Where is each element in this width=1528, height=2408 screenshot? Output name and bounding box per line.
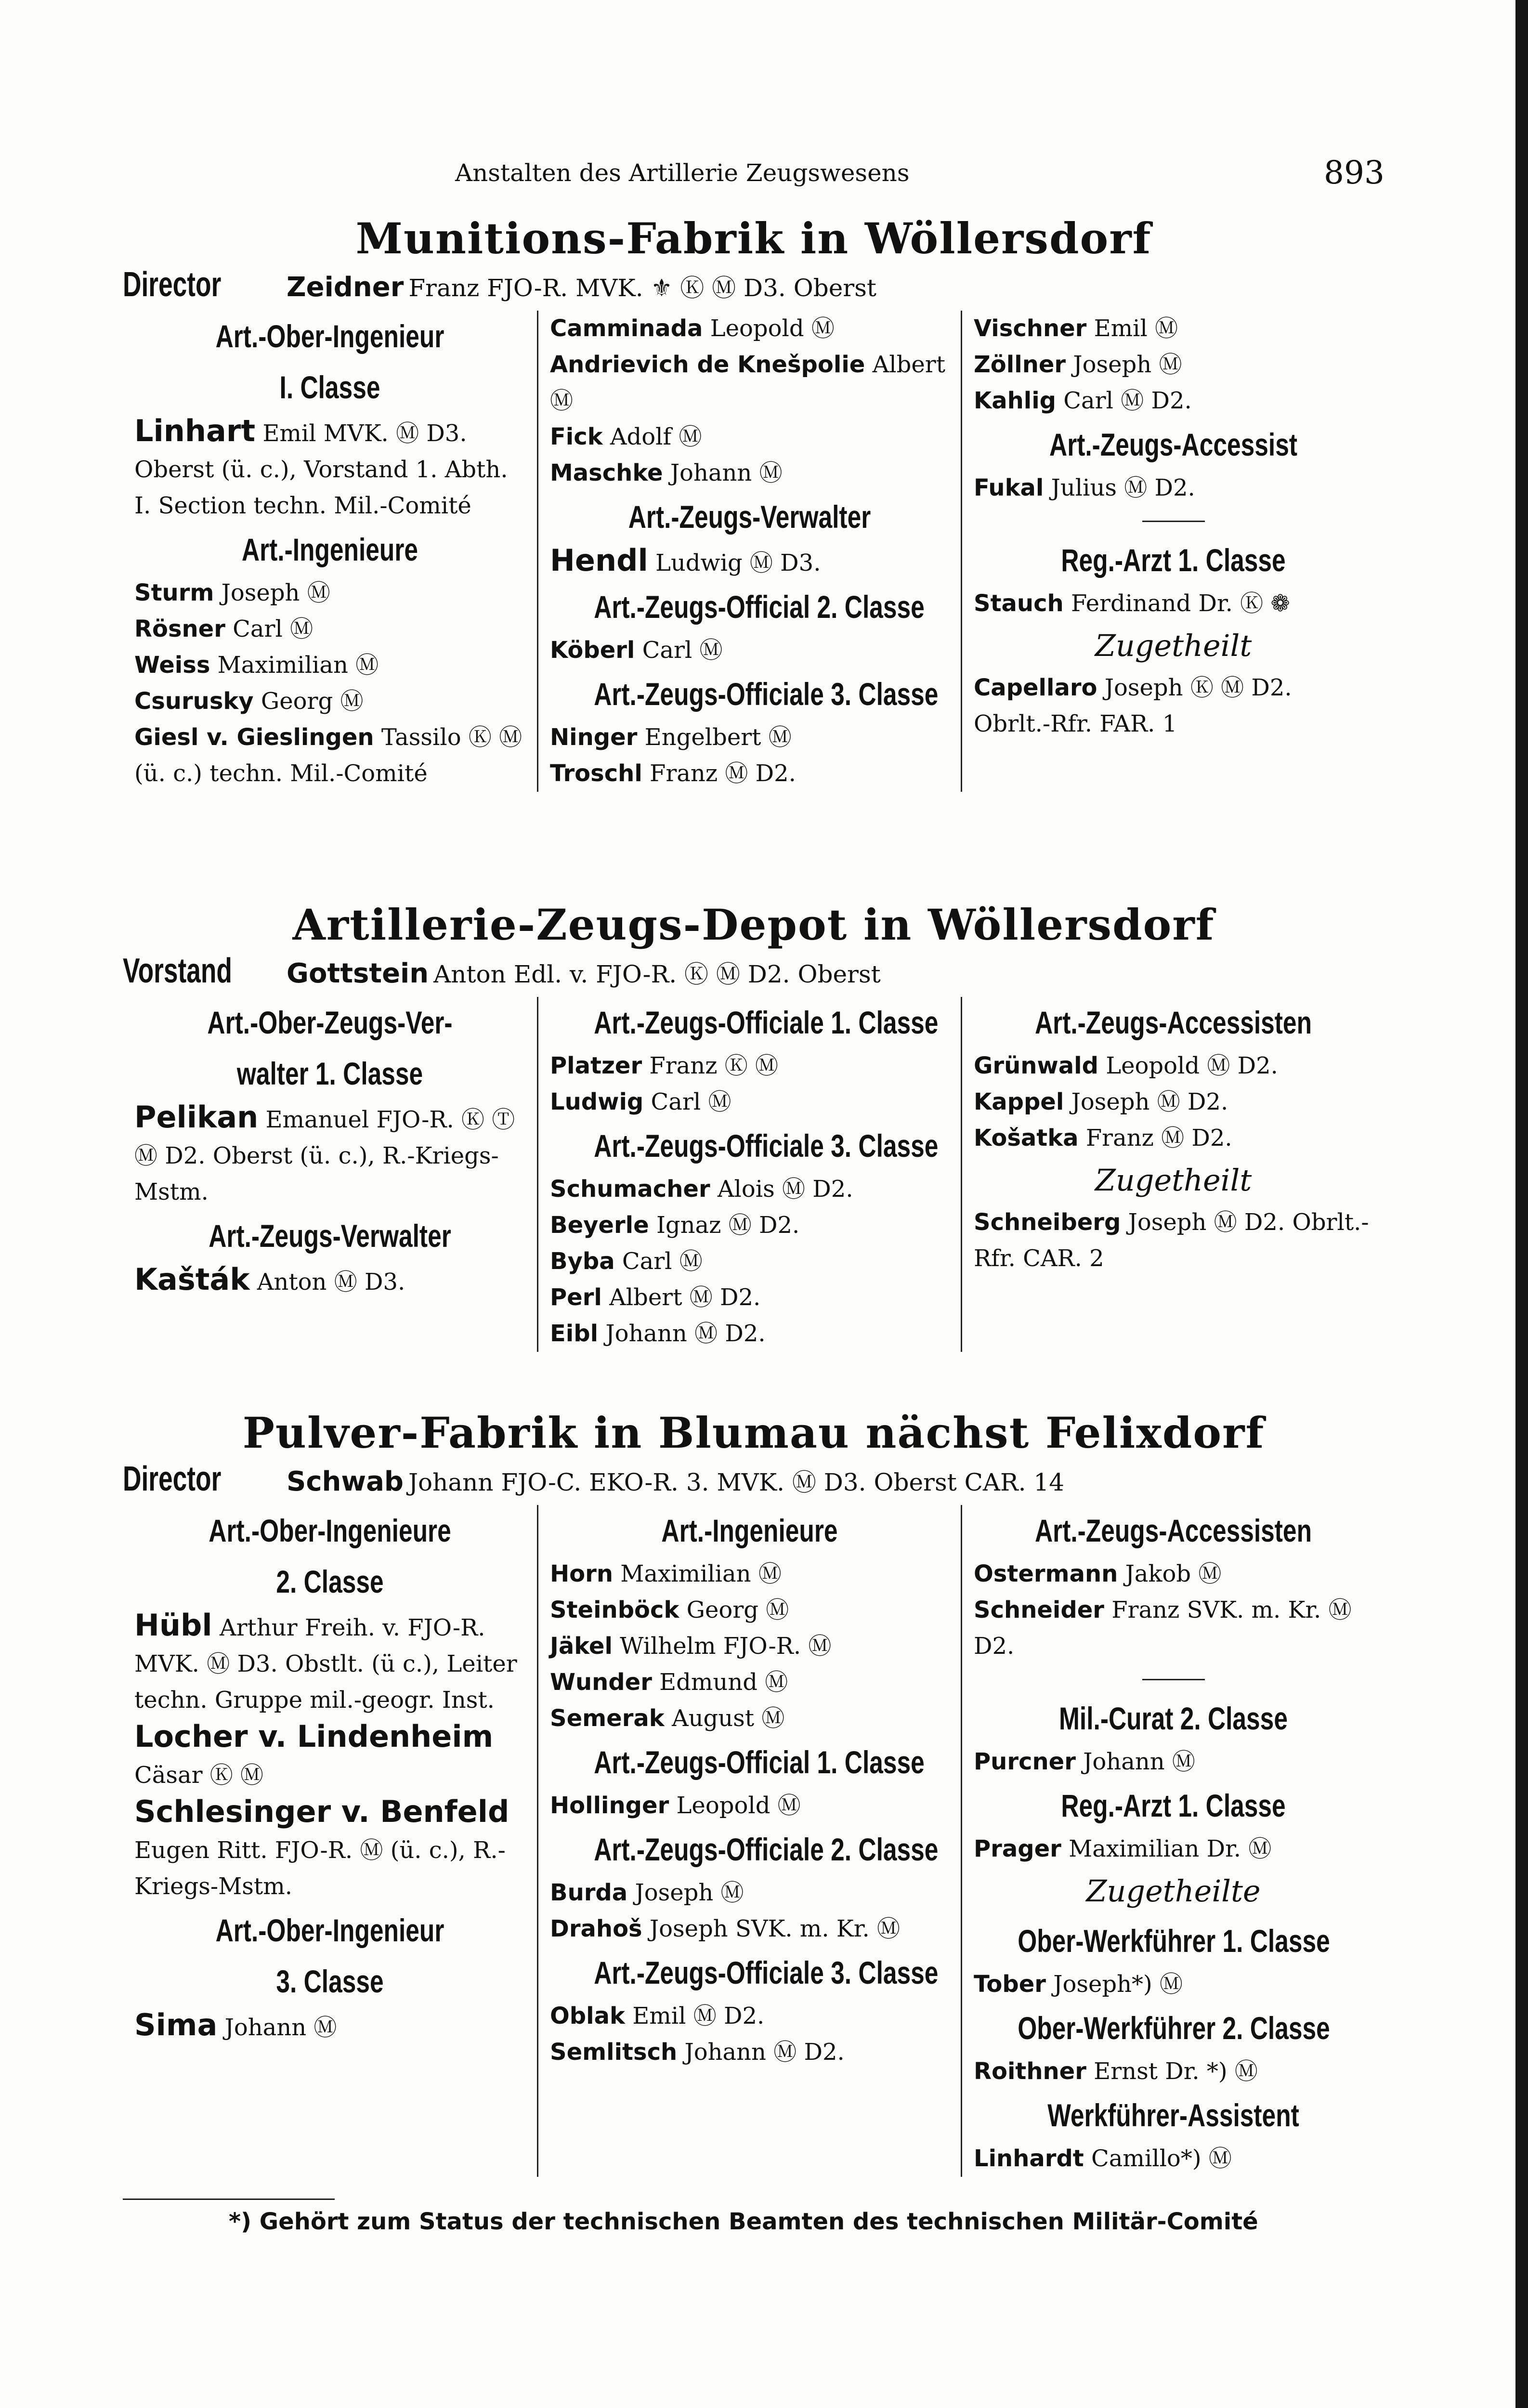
staff-details: Tassilo Ⓚ Ⓜ (ü. c.) techn. Mil.-Comité xyxy=(134,724,522,787)
staff-entry xyxy=(550,1664,949,1701)
staff-details: Johann Ⓜ xyxy=(670,459,783,486)
rank-heading: Mil.-Curat 2. Classe xyxy=(1059,1701,1288,1736)
staff-details: Carl Ⓜ xyxy=(651,1088,731,1115)
staff-name: Csurusky xyxy=(134,688,254,715)
staff-entry xyxy=(134,1607,525,1718)
column-right xyxy=(961,311,1384,792)
column-middle xyxy=(537,997,961,1352)
lead-name: Gottstein xyxy=(287,958,429,989)
staff-name: Schneiberg xyxy=(974,1209,1121,1236)
staff-name: Steinböck xyxy=(550,1597,679,1623)
staff-details: Alois Ⓜ D2. xyxy=(717,1176,853,1203)
staff-name: Schneider xyxy=(974,1597,1104,1623)
staff-details: Carl Ⓜ D2. xyxy=(1063,387,1192,414)
page-number: 893 xyxy=(1324,154,1384,191)
staff-entry xyxy=(550,1048,949,1084)
staff-name: Hollinger xyxy=(550,1792,669,1819)
staff-entry xyxy=(134,720,525,792)
rank-heading: Ober-Werkführer 1. Classe xyxy=(1018,1923,1330,1959)
column-middle xyxy=(537,311,961,792)
staff-name: Schlesinger v. Benfeld xyxy=(134,1794,509,1829)
staff-name: Košatka xyxy=(974,1125,1079,1152)
rank-heading: walter 1. Classe xyxy=(236,1056,423,1091)
running-title: Anstalten des Artillerie Zeugswesens xyxy=(455,159,910,187)
staff-details: Arthur Freih. v. FJO-R. MVK. Ⓜ D3. Obstlt. (ü c.), Leiter techn. Gruppe mil.-geogr. Inst. xyxy=(134,1614,517,1714)
staff-name: Giesl v. Gieslingen xyxy=(134,724,374,751)
staff-details: August Ⓜ xyxy=(671,1705,785,1732)
staff-details: Albert Ⓜ xyxy=(550,351,946,414)
staff-entry xyxy=(550,756,949,792)
staff-name: Horn xyxy=(550,1560,613,1587)
staff-name: Hendl xyxy=(550,543,648,578)
staff-entry xyxy=(974,1744,1373,1780)
staff-details: Leopold Ⓜ xyxy=(710,315,835,342)
rank-heading: Art.-Ingenieure xyxy=(661,1513,838,1548)
staff-details: Carl Ⓜ xyxy=(233,615,313,642)
vorstand-line xyxy=(123,951,1384,997)
staff-details: Joseph Ⓜ D2. Obrlt.-Rfr. CAR. 2 xyxy=(974,1209,1369,1272)
section-title: Pulver-Fabrik in Blumau nächst Felixdorf xyxy=(242,1408,1265,1458)
rank-heading: Art.-Zeugs-Officiale 3. Classe xyxy=(594,1128,939,1164)
staff-details: Franz Ⓜ D2. xyxy=(650,760,796,787)
lead-name: Schwab xyxy=(287,1466,404,1497)
staff-name: Linhardt xyxy=(974,2145,1084,2172)
staff-details: Joseph Ⓜ xyxy=(635,1879,744,1906)
staff-details: Joseph Ⓜ xyxy=(1073,351,1182,378)
staff-entry xyxy=(974,1204,1373,1277)
staff-name: Linhart xyxy=(134,413,256,448)
staff-entry xyxy=(974,383,1373,419)
rank-heading: Art.-Ober-Ingenieur xyxy=(215,318,444,354)
staff-name: Maschke xyxy=(550,459,663,486)
section-zeugs-depot xyxy=(123,898,1384,1352)
lead-role: Director xyxy=(123,1460,222,1498)
rank-heading: Art.-Zeugs-Accessisten xyxy=(1034,1005,1312,1040)
staff-entry xyxy=(134,647,525,683)
divider xyxy=(1142,1679,1205,1680)
staff-name: Grünwald xyxy=(974,1052,1098,1079)
director-line xyxy=(123,265,1384,311)
staff-entry xyxy=(134,575,525,611)
staff-name: Eibl xyxy=(550,1320,599,1347)
staff-details: Joseph SVK. m. Kr. Ⓜ xyxy=(649,1915,900,1942)
staff-name: Burda xyxy=(550,1879,628,1906)
staff-entry xyxy=(974,1120,1373,1156)
rank-heading: Art.-Zeugs-Officiale 2. Classe xyxy=(594,1832,939,1867)
staff-name: Zöllner xyxy=(974,351,1066,378)
rank-heading: 3. Classe xyxy=(276,1963,384,1999)
staff-entry xyxy=(134,683,525,720)
footnote: *) Gehört zum Status der technischen Beamten des technischen Militär-Comité xyxy=(229,2208,1258,2235)
staff-name: Kašták xyxy=(134,1262,250,1297)
staff-name: Ludwig xyxy=(550,1088,644,1115)
rank-heading: Art.-Ober-Ingenieure xyxy=(209,1513,451,1548)
staff-entry xyxy=(550,542,949,581)
staff-details: Joseph*) Ⓜ xyxy=(1053,1971,1183,1998)
staff-name: Fukal xyxy=(974,474,1044,501)
staff-entry xyxy=(974,470,1373,506)
staff-entry xyxy=(550,1280,949,1316)
staff-entry xyxy=(974,670,1373,742)
staff-name: Stauch xyxy=(974,590,1064,617)
staff-details: Ernst Dr. *) Ⓜ xyxy=(1094,2058,1258,2085)
rank-heading: Art.-Zeugs-Officiale 1. Classe xyxy=(594,1005,939,1040)
staff-entry xyxy=(974,311,1373,347)
staff-name: Beyerle xyxy=(550,1212,649,1239)
staff-details: Carl Ⓜ xyxy=(642,637,723,664)
staff-details: Engelbert Ⓜ xyxy=(644,724,792,751)
lead-role: Director xyxy=(123,265,222,304)
lead-role: Vorstand xyxy=(123,952,232,990)
scan-edge xyxy=(1515,0,1528,2408)
staff-name: Prager xyxy=(974,1835,1061,1862)
rank-heading: Art.-Zeugs-Verwalter xyxy=(209,1218,451,1254)
staff-entry xyxy=(974,586,1373,622)
rank-heading: Werkführer-Assistent xyxy=(1047,2097,1299,2133)
staff-details: Johann Ⓜ D2. xyxy=(684,2039,845,2066)
column-left xyxy=(123,997,537,1352)
staff-details: Edmund Ⓜ xyxy=(659,1669,788,1696)
staff-name: Vischner xyxy=(974,315,1087,342)
staff-details: Emil MVK. Ⓜ D3. Oberst (ü. c.), Vorstand 1. Abth. I. Section techn. Mil.-Comité xyxy=(134,420,508,519)
rank-heading: Art.-Zeugs-Verwalter xyxy=(628,499,871,535)
rank-heading: Art.-Zeugs-Officiale 3. Classe xyxy=(594,1955,939,1990)
staff-details: Jakob Ⓜ xyxy=(1125,1560,1222,1587)
staff-entry xyxy=(134,2007,525,2046)
staff-entry xyxy=(974,2141,1373,2177)
staff-entry xyxy=(134,1793,525,1905)
staff-entry xyxy=(974,1592,1373,1664)
staff-details: Joseph Ⓜ xyxy=(221,579,330,606)
staff-details: Joseph Ⓜ D2. xyxy=(1071,1088,1228,1115)
staff-name: Pelikan xyxy=(134,1099,259,1135)
staff-name: Hübl xyxy=(134,1608,212,1643)
lead-name: Zeidner xyxy=(287,272,404,303)
staff-entry xyxy=(134,611,525,647)
staff-entry xyxy=(550,347,949,419)
staff-details: Wilhelm FJO-R. Ⓜ xyxy=(620,1633,832,1660)
staff-details: Franz Ⓚ Ⓜ xyxy=(649,1052,778,1079)
staff-name: Schumacher xyxy=(550,1176,710,1203)
staff-columns xyxy=(123,311,1384,792)
section-title: Munitions-Fabrik in Wöllersdorf xyxy=(355,213,1152,263)
staff-entry xyxy=(550,1875,949,1911)
staff-name: Sima xyxy=(134,2007,218,2042)
staff-name: Ninger xyxy=(550,724,638,751)
staff-entry xyxy=(550,1243,949,1280)
staff-columns xyxy=(123,997,1384,1352)
staff-name: Fick xyxy=(550,423,603,450)
column-middle xyxy=(537,1505,961,2177)
staff-entry xyxy=(550,1171,949,1207)
column-right xyxy=(961,997,1384,1352)
lead-details: Franz FJO-R. MVK. ⚜ Ⓚ Ⓜ D3. Oberst xyxy=(408,274,876,302)
rank-heading: Ober-Werkführer 2. Classe xyxy=(1018,2010,1330,2046)
rank-heading: Art.-Zeugs-Official 2. Classe xyxy=(594,589,925,625)
column-left xyxy=(123,1505,537,2177)
rank-heading: Art.-Ober-Ingenieur xyxy=(215,1912,444,1948)
staff-details: Camillo*) Ⓜ xyxy=(1091,2145,1232,2172)
staff-details: Julius Ⓜ D2. xyxy=(1051,474,1195,501)
staff-name: Andrievich de Knešpolie xyxy=(550,351,865,378)
attached-heading: Zugetheilte xyxy=(1086,1873,1261,1909)
staff-name: Tober xyxy=(974,1971,1046,1998)
running-header xyxy=(123,154,1384,197)
staff-name: Roithner xyxy=(974,2058,1086,2085)
staff-entry xyxy=(550,1316,949,1352)
staff-entry xyxy=(974,1084,1373,1120)
staff-details: Georg Ⓜ xyxy=(261,688,364,715)
staff-entry xyxy=(550,632,949,668)
rank-heading: Art.-Zeugs-Accessist xyxy=(1049,427,1297,462)
staff-details: Johann Ⓜ xyxy=(224,2014,337,2041)
staff-details: Ludwig Ⓜ D3. xyxy=(655,550,821,576)
staff-name: Kahlig xyxy=(974,387,1057,414)
staff-entry xyxy=(550,2034,949,2070)
staff-details: Maximilian Ⓜ xyxy=(620,1560,782,1587)
staff-name: Köberl xyxy=(550,637,635,664)
staff-name: Oblak xyxy=(550,2002,625,2029)
staff-entry xyxy=(550,1556,949,1592)
staff-details: Franz Ⓜ D2. xyxy=(1085,1125,1232,1152)
staff-name: Ostermann xyxy=(974,1560,1118,1587)
staff-name: Camminada xyxy=(550,315,703,342)
lead-details: Anton Edl. v. FJO-R. Ⓚ Ⓜ D2. Oberst xyxy=(433,960,881,988)
rank-heading: Reg.-Arzt 1. Classe xyxy=(1061,1788,1286,1823)
staff-details: Georg Ⓜ xyxy=(686,1597,789,1623)
staff-details: Johann Ⓜ xyxy=(1083,1748,1195,1775)
rank-heading: Art.-Ingenieure xyxy=(241,532,418,567)
staff-details: Joseph Ⓚ Ⓜ D2. Obrlt.-Rfr. FAR. 1 xyxy=(974,674,1292,737)
staff-details: Leopold Ⓜ D2. xyxy=(1106,1052,1278,1079)
staff-details: Carl Ⓜ xyxy=(622,1248,703,1275)
lead-details: Johann FJO-C. EKO-R. 3. MVK. Ⓜ D3. Oberst CAR. 14 xyxy=(408,1468,1065,1496)
rank-heading: Art.-Zeugs-Officiale 3. Classe xyxy=(594,676,939,712)
staff-details: Cäsar Ⓚ Ⓜ xyxy=(134,1762,264,1789)
staff-name: Semlitsch xyxy=(550,2039,678,2066)
staff-columns xyxy=(123,1505,1384,2177)
staff-entry xyxy=(550,311,949,347)
staff-details: Emil Ⓜ xyxy=(1094,315,1178,342)
footnote-rule xyxy=(123,2199,335,2200)
staff-entry xyxy=(134,1261,525,1300)
staff-name: Purcner xyxy=(974,1748,1076,1775)
staff-name: Weiss xyxy=(134,652,210,679)
staff-name: Semerak xyxy=(550,1705,665,1732)
section-munitions-fabrik xyxy=(123,212,1384,792)
staff-entry xyxy=(550,1788,949,1824)
staff-name: Perl xyxy=(550,1284,602,1311)
staff-details: Adolf Ⓜ xyxy=(610,423,702,450)
staff-entry xyxy=(550,1701,949,1737)
staff-name: Sturm xyxy=(134,579,214,606)
staff-details: Johann Ⓜ D2. xyxy=(605,1320,766,1347)
staff-details: Anton Ⓜ D3. xyxy=(257,1269,405,1296)
staff-details: Maximilian Dr. Ⓜ xyxy=(1069,1835,1272,1862)
staff-entry xyxy=(134,1718,525,1793)
staff-details: Albert Ⓜ D2. xyxy=(609,1284,761,1311)
staff-name: Kappel xyxy=(974,1088,1064,1115)
staff-entry xyxy=(550,1084,949,1120)
divider xyxy=(1142,521,1205,522)
staff-entry xyxy=(550,720,949,756)
staff-entry xyxy=(550,455,949,491)
staff-details: Franz SVK. m. Kr. Ⓜ D2. xyxy=(974,1597,1352,1660)
staff-details: Emil Ⓜ D2. xyxy=(632,2002,765,2029)
staff-entry xyxy=(550,419,949,455)
staff-details: Ferdinand Dr. Ⓚ ❁ xyxy=(1071,590,1290,617)
staff-entry xyxy=(974,2054,1373,2090)
staff-details: Maximilian Ⓜ xyxy=(217,652,379,679)
attached-heading: Zugetheilt xyxy=(1095,628,1252,663)
rank-heading: 2. Classe xyxy=(276,1564,384,1599)
rank-heading: Art.-Zeugs-Official 1. Classe xyxy=(594,1744,925,1780)
staff-entry xyxy=(550,1207,949,1243)
rank-heading: Art.-Zeugs-Accessisten xyxy=(1034,1513,1312,1548)
section-pulver-fabrik xyxy=(123,1406,1384,2177)
staff-entry xyxy=(550,1911,949,1947)
staff-name: Troschl xyxy=(550,760,642,787)
staff-entry xyxy=(974,1966,1373,2002)
staff-entry xyxy=(550,1592,949,1628)
document-page xyxy=(123,140,1384,2278)
staff-name: Drahoš xyxy=(550,1915,642,1942)
column-left xyxy=(123,311,537,792)
staff-details: Ignaz Ⓜ D2. xyxy=(656,1212,800,1239)
staff-entry xyxy=(550,1998,949,2034)
staff-name: Platzer xyxy=(550,1052,642,1079)
staff-name: Wunder xyxy=(550,1669,652,1696)
attached-heading: Zugetheilt xyxy=(1095,1163,1252,1198)
staff-entry xyxy=(134,413,525,524)
director-line xyxy=(123,1459,1384,1505)
rank-heading: Reg.-Arzt 1. Classe xyxy=(1061,542,1286,578)
staff-entry xyxy=(974,1556,1373,1592)
staff-entry xyxy=(974,1048,1373,1084)
rank-heading: I. Classe xyxy=(279,369,380,405)
staff-name: Rösner xyxy=(134,615,225,642)
rank-heading: Art.-Ober-Zeugs-Ver- xyxy=(207,1005,453,1040)
staff-entry xyxy=(134,1099,525,1210)
staff-details: Emanuel FJO-R. Ⓚ Ⓣ Ⓜ D2. Oberst (ü. c.), R.-Kriegs-Mstm. xyxy=(134,1106,515,1205)
staff-entry xyxy=(550,1628,949,1664)
staff-name: Locher v. Lindenheim xyxy=(134,1719,494,1754)
staff-name: Byba xyxy=(550,1248,615,1275)
section-title: Artillerie-Zeugs-Depot in Wöllersdorf xyxy=(292,900,1215,950)
column-right xyxy=(961,1505,1384,2177)
staff-details: Eugen Ritt. FJO-R. Ⓜ (ü. c.), R.-Kriegs-Mstm. xyxy=(134,1837,506,1900)
staff-entry xyxy=(974,1831,1373,1867)
staff-entry xyxy=(974,347,1373,383)
staff-details: Leopold Ⓜ xyxy=(676,1792,801,1819)
staff-name: Capellaro xyxy=(974,674,1097,701)
staff-name: Jäkel xyxy=(550,1633,613,1660)
